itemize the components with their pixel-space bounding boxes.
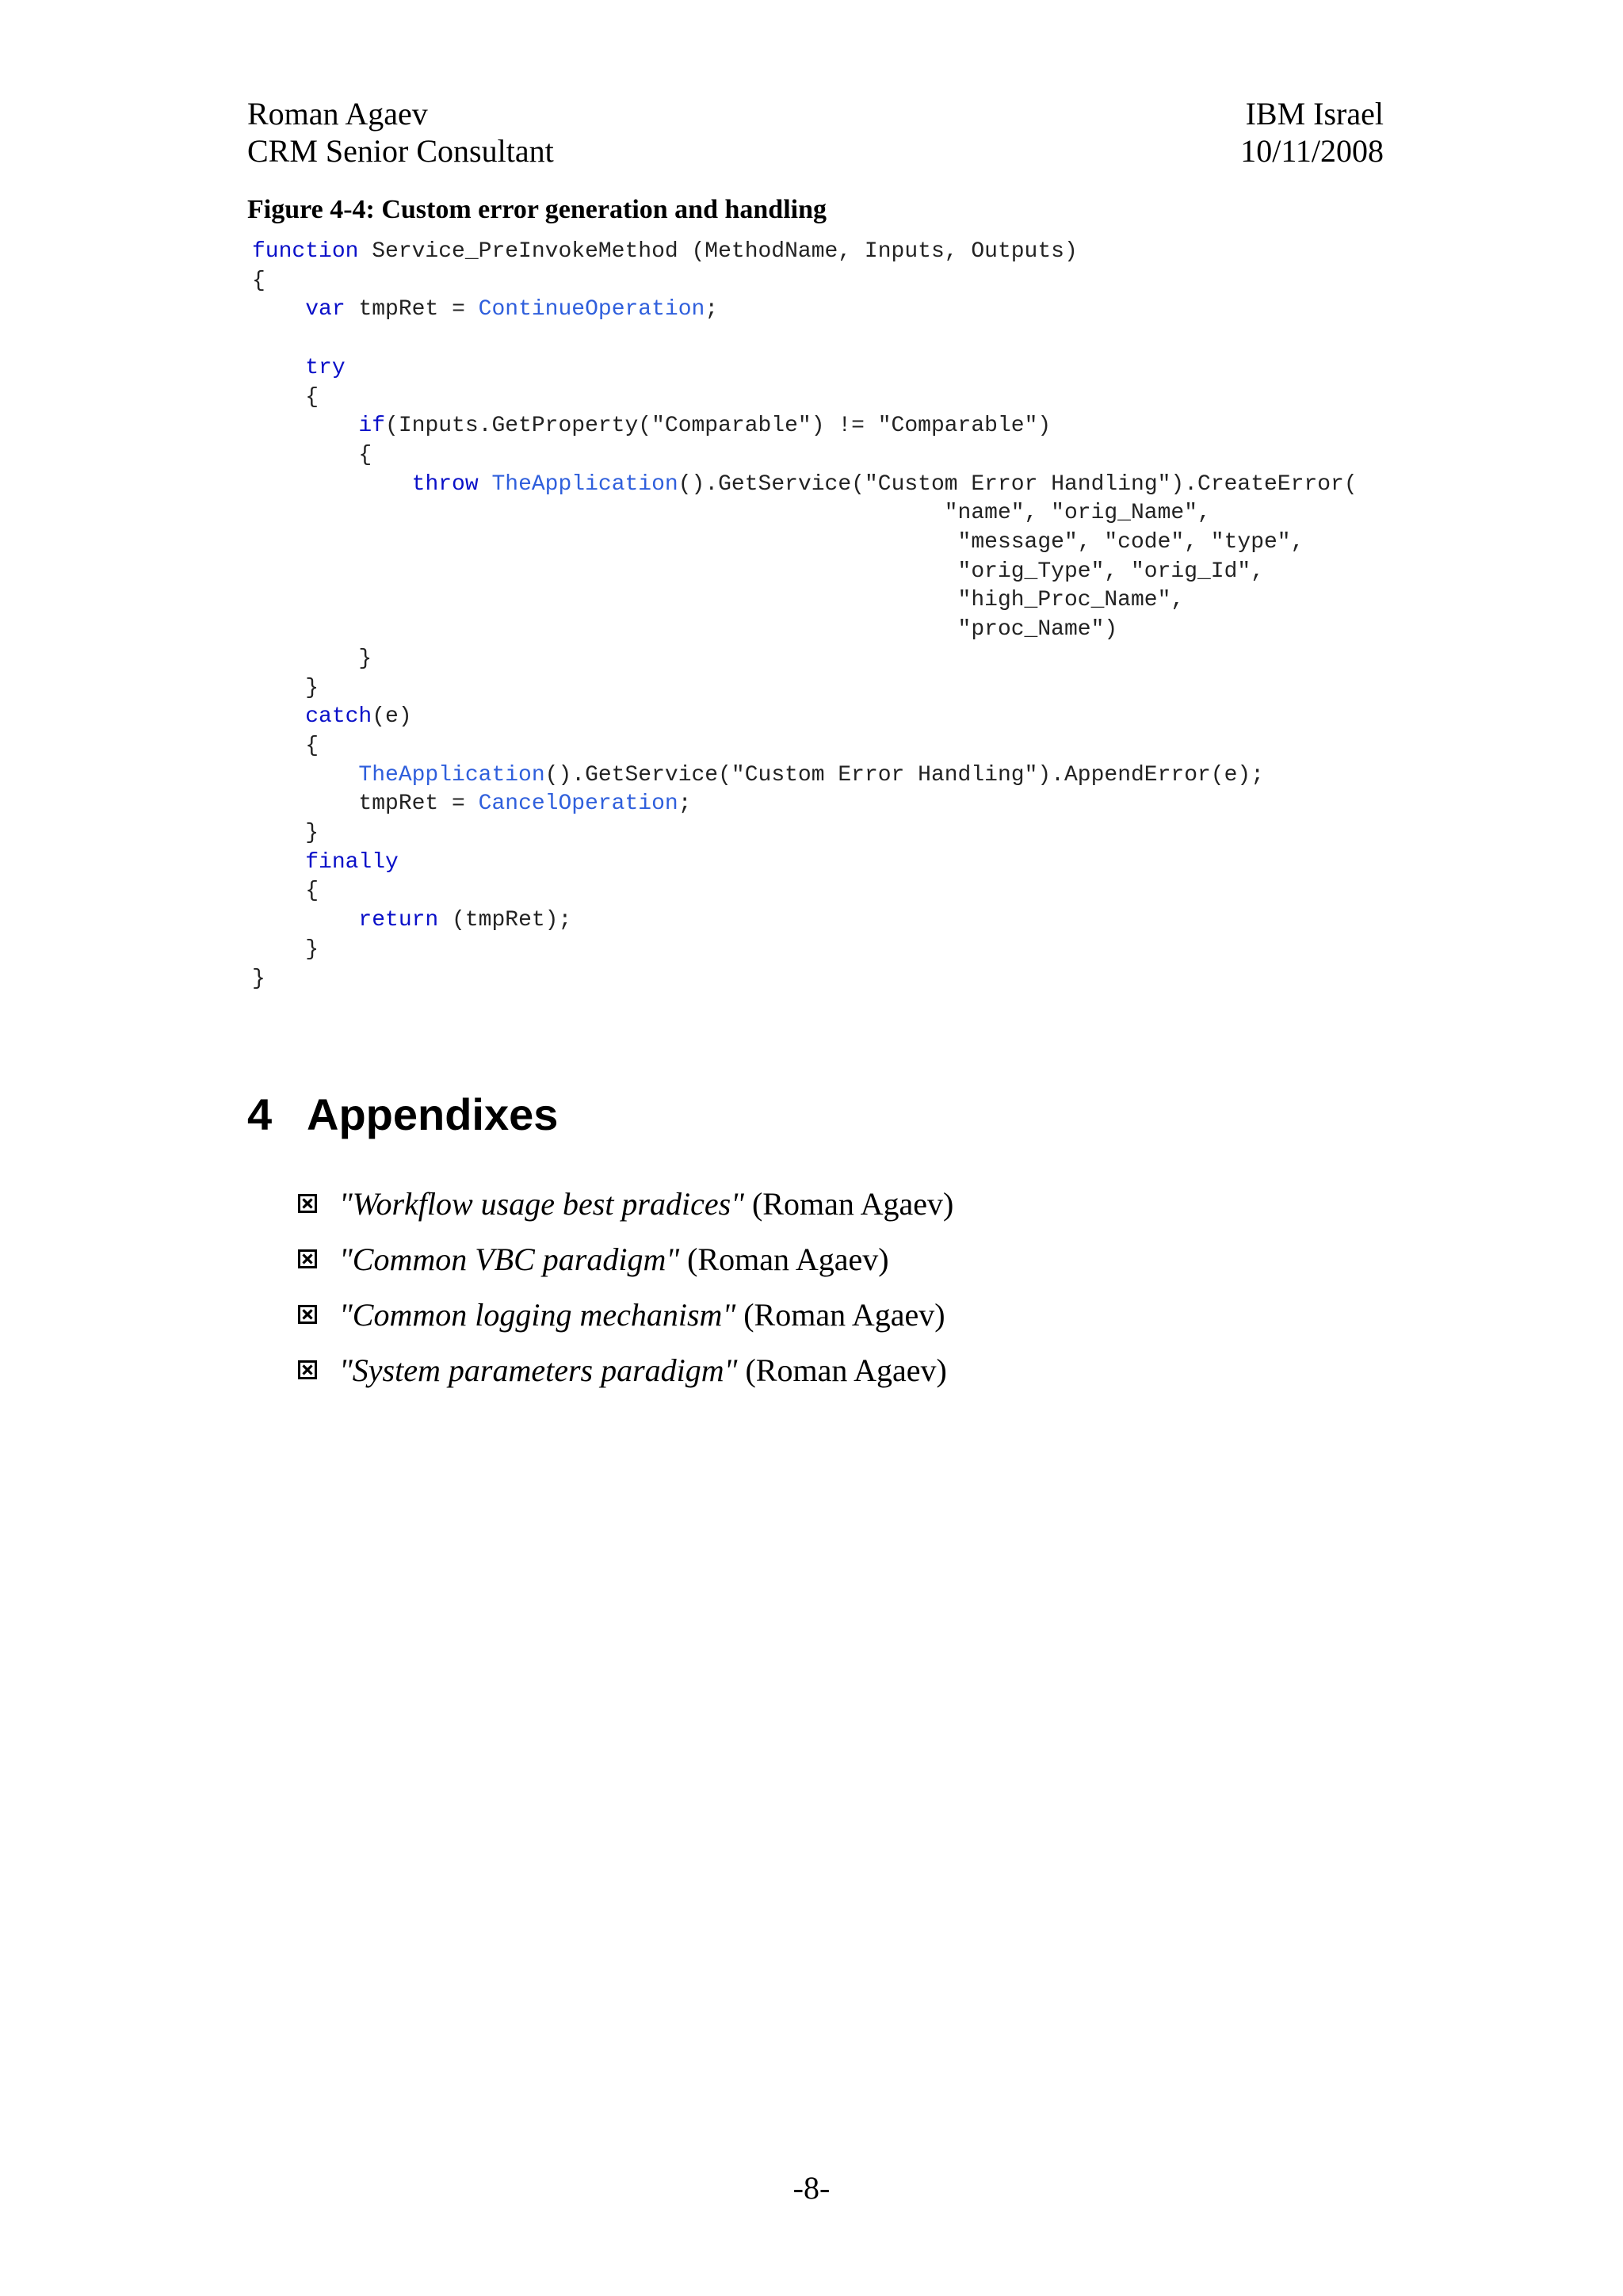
code-line xyxy=(252,906,1358,936)
code-text xyxy=(252,850,305,875)
code-keyword: throw xyxy=(411,471,479,497)
code-text: ; xyxy=(678,791,692,817)
code-listing xyxy=(252,238,1358,994)
code-text: "proc_Name") xyxy=(252,617,1118,643)
appendix-item xyxy=(298,1342,953,1398)
code-line xyxy=(252,849,1358,878)
code-keyword: finally xyxy=(305,849,399,875)
header-company: IBM Israel xyxy=(1245,96,1384,132)
code-line xyxy=(252,499,1358,528)
header-row-2 xyxy=(247,132,1384,170)
appendix-list xyxy=(298,1176,953,1398)
code-text: tmpRet = xyxy=(252,791,479,817)
code-line xyxy=(252,761,1358,791)
appendix-author: (Roman Agaev) xyxy=(751,1185,954,1222)
page-header xyxy=(247,95,1384,170)
checkbox-x-icon xyxy=(298,1194,317,1213)
code-line xyxy=(252,441,1358,471)
code-line xyxy=(252,296,1358,325)
section-heading xyxy=(247,1087,558,1142)
code-text xyxy=(252,908,358,933)
code-text: tmpRet = xyxy=(345,297,479,322)
code-text xyxy=(252,472,412,497)
code-text: } xyxy=(252,675,319,700)
code-text: "high_Proc_Name", xyxy=(252,588,1185,613)
code-text: } xyxy=(252,821,319,846)
code-text: { xyxy=(252,442,372,467)
appendix-item xyxy=(298,1287,953,1342)
header-role: CRM Senior Consultant xyxy=(247,133,554,169)
code-line xyxy=(252,586,1358,616)
header-row-1 xyxy=(247,95,1384,132)
code-text: (e) xyxy=(372,704,412,730)
code-line xyxy=(252,732,1358,761)
code-line xyxy=(252,965,1358,994)
code-keyword: function xyxy=(252,239,359,264)
code-line xyxy=(252,877,1358,906)
code-identifier: TheApplication xyxy=(358,762,545,788)
code-keyword: return xyxy=(358,908,439,933)
code-line xyxy=(252,703,1358,732)
figure-caption: Figure 4-4: Custom error generation and handling xyxy=(247,195,827,224)
checkbox-x-icon xyxy=(298,1305,317,1324)
code-text: { xyxy=(252,879,319,904)
code-line xyxy=(252,412,1358,441)
code-line xyxy=(252,558,1358,587)
code-line xyxy=(252,674,1358,704)
code-line xyxy=(252,238,1358,267)
code-line xyxy=(252,819,1358,849)
code-text xyxy=(252,414,358,438)
header-date: 10/11/2008 xyxy=(1240,133,1384,169)
code-line xyxy=(252,471,1358,500)
appendix-title: "System parameters paradigm" xyxy=(339,1352,738,1388)
code-line xyxy=(252,325,1358,354)
code-keyword: catch xyxy=(305,704,372,730)
code-keyword: try xyxy=(305,355,346,380)
code-text xyxy=(252,356,305,380)
code-line xyxy=(252,383,1358,413)
code-identifier: ContinueOperation xyxy=(478,297,705,322)
code-identifier: TheApplication xyxy=(491,471,678,497)
appendix-item xyxy=(298,1176,953,1231)
code-line xyxy=(252,616,1358,645)
section-number: 4 xyxy=(247,1089,273,1139)
section-title: Appendixes xyxy=(307,1089,559,1139)
checkbox-x-icon xyxy=(298,1360,317,1379)
checkbox-x-icon xyxy=(298,1249,317,1268)
code-text: ().GetService("Custom Error Handling").AppendError(e); xyxy=(544,762,1265,788)
code-keyword: var xyxy=(305,297,346,322)
code-text: "orig_Type", "orig_Id", xyxy=(252,559,1265,584)
code-line xyxy=(252,790,1358,819)
appendix-item xyxy=(298,1231,953,1287)
code-line xyxy=(252,354,1358,383)
code-text xyxy=(252,297,305,322)
code-identifier: CancelOperation xyxy=(478,791,678,817)
code-text: { xyxy=(252,384,319,410)
code-text xyxy=(479,472,492,497)
code-text: } xyxy=(252,936,319,962)
appendix-title: "Common VBC paradigm" xyxy=(339,1241,680,1277)
header-author: Roman Agaev xyxy=(247,96,428,132)
code-text: { xyxy=(252,268,265,293)
code-text: { xyxy=(252,733,319,758)
code-line xyxy=(252,645,1358,674)
code-text: "name", "orig_Name", xyxy=(252,501,1211,526)
appendix-author: (Roman Agaev) xyxy=(687,1241,889,1277)
code-line xyxy=(252,936,1358,965)
code-line xyxy=(252,267,1358,296)
code-text: (tmpRet); xyxy=(438,908,572,933)
appendix-author: (Roman Agaev) xyxy=(743,1296,945,1333)
code-text: "message", "code", "type", xyxy=(252,530,1304,555)
code-keyword: if xyxy=(358,414,386,439)
code-text: ; xyxy=(705,297,719,322)
appendix-title: "Workflow usage best pradices" xyxy=(339,1185,744,1222)
code-text: } xyxy=(252,966,265,991)
code-text xyxy=(252,763,358,788)
code-text: ().GetService("Custom Error Handling").CreateError( xyxy=(678,471,1358,497)
code-text: } xyxy=(252,646,372,671)
code-text xyxy=(252,704,305,729)
code-text: Service_PreInvokeMethod (MethodName, Inputs, Outputs) xyxy=(358,239,1078,264)
appendix-title: "Common logging mechanism" xyxy=(339,1296,736,1333)
code-text: (Inputs.GetProperty("Comparable") != "Comparable") xyxy=(385,414,1052,439)
page-number: -8- xyxy=(792,2170,831,2206)
code-line xyxy=(252,528,1358,558)
appendix-author: (Roman Agaev) xyxy=(745,1352,947,1388)
